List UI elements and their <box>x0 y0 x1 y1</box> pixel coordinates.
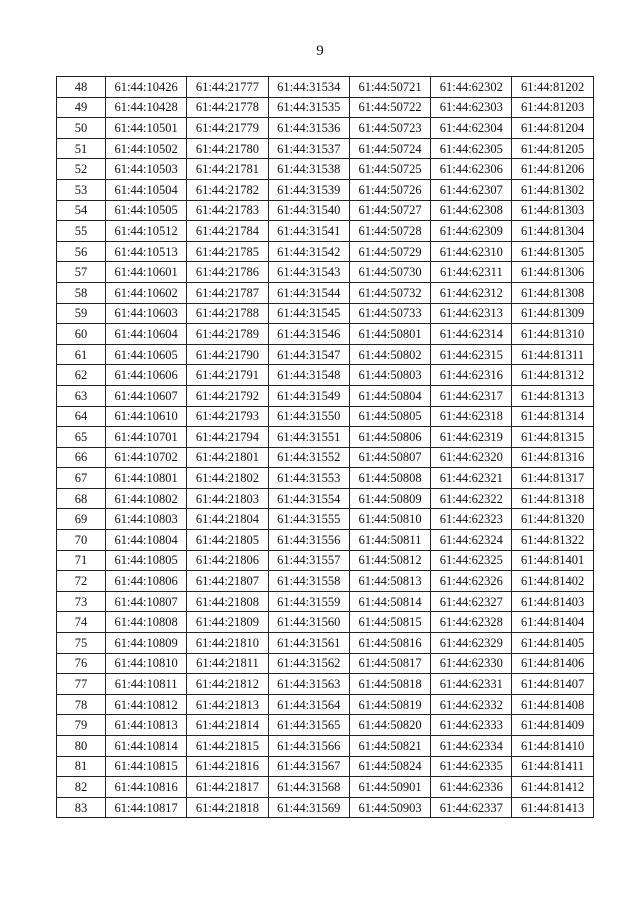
table-row <box>57 406 594 427</box>
row-number-cell: 53 <box>57 179 106 200</box>
cadastral-code-cell: 61:44:81322 <box>512 530 593 551</box>
row-number-cell: 78 <box>57 694 106 715</box>
cadastral-code-cell: 61:44:50903 <box>349 797 430 818</box>
cadastral-code-cell: 61:44:21785 <box>187 241 268 262</box>
row-number-cell: 62 <box>57 365 106 386</box>
cadastral-code-cell: 61:44:62333 <box>431 715 512 736</box>
cadastral-code-cell: 61:44:31559 <box>268 591 349 612</box>
cadastral-code-cell: 61:44:31545 <box>268 303 349 324</box>
cadastral-code-cell: 61:44:21817 <box>187 777 268 798</box>
cadastral-code-cell: 61:44:62304 <box>431 118 512 139</box>
cadastral-code-cell: 61:44:21803 <box>187 488 268 509</box>
cadastral-code-cell: 61:44:62334 <box>431 736 512 757</box>
row-number-cell: 66 <box>57 447 106 468</box>
cadastral-code-cell: 61:44:31540 <box>268 200 349 221</box>
cadastral-code-cell: 61:44:21779 <box>187 118 268 139</box>
row-number-cell: 59 <box>57 303 106 324</box>
cadastral-code-cell: 61:44:81403 <box>512 591 593 612</box>
cadastral-code-cell: 61:44:50821 <box>349 736 430 757</box>
cadastral-code-cell: 61:44:21810 <box>187 633 268 654</box>
table-row <box>57 365 594 386</box>
row-number-cell: 77 <box>57 674 106 695</box>
cadastral-code-cell: 61:44:50819 <box>349 694 430 715</box>
cadastral-code-cell: 61:44:50723 <box>349 118 430 139</box>
table-row <box>57 303 594 324</box>
row-number-cell: 74 <box>57 612 106 633</box>
cadastral-code-cell: 61:44:50808 <box>349 468 430 489</box>
row-number-cell: 55 <box>57 221 106 242</box>
row-number-cell: 80 <box>57 736 106 757</box>
cadastral-code-cell: 61:44:81314 <box>512 406 593 427</box>
cadastral-code-cell: 61:44:81413 <box>512 797 593 818</box>
cadastral-code-cell: 61:44:31538 <box>268 159 349 180</box>
cadastral-code-cell: 61:44:50809 <box>349 488 430 509</box>
row-number-cell: 76 <box>57 653 106 674</box>
cadastral-code-cell: 61:44:21784 <box>187 221 268 242</box>
cadastral-code-cell: 61:44:81312 <box>512 365 593 386</box>
cadastral-code-cell: 61:44:31558 <box>268 571 349 592</box>
cadastral-code-cell: 61:44:81202 <box>512 77 593 98</box>
cadastral-code-cell: 61:44:50813 <box>349 571 430 592</box>
cadastral-code-cell: 61:44:10813 <box>106 715 187 736</box>
cadastral-code-cell: 61:44:81309 <box>512 303 593 324</box>
table-row <box>57 653 594 674</box>
cadastral-code-cell: 61:44:81408 <box>512 694 593 715</box>
cadastral-code-cell: 61:44:81402 <box>512 571 593 592</box>
cadastral-code-cell: 61:44:81410 <box>512 736 593 757</box>
cadastral-code-cell: 61:44:31550 <box>268 406 349 427</box>
cadastral-code-cell: 61:44:31548 <box>268 365 349 386</box>
cadastral-code-cell: 61:44:10801 <box>106 468 187 489</box>
cadastral-code-cell: 61:44:31542 <box>268 241 349 262</box>
row-number-cell: 73 <box>57 591 106 612</box>
cadastral-code-cell: 61:44:10602 <box>106 282 187 303</box>
cadastral-code-cell: 61:44:81206 <box>512 159 593 180</box>
cadastral-code-cell: 61:44:31549 <box>268 385 349 406</box>
cadastral-code-cell: 61:44:62328 <box>431 612 512 633</box>
table-row <box>57 118 594 139</box>
cadastral-code-cell: 61:44:50811 <box>349 530 430 551</box>
cadastral-code-cell: 61:44:50801 <box>349 324 430 345</box>
cadastral-code-cell: 61:44:10604 <box>106 324 187 345</box>
cadastral-code-cell: 61:44:81305 <box>512 241 593 262</box>
cadastral-code-cell: 61:44:21802 <box>187 468 268 489</box>
cadastral-code-cell: 61:44:31543 <box>268 262 349 283</box>
cadastral-code-cell: 61:44:21790 <box>187 344 268 365</box>
cadastral-code-cell: 61:44:50802 <box>349 344 430 365</box>
cadastral-code-cell: 61:44:50727 <box>349 200 430 221</box>
row-number-cell: 70 <box>57 530 106 551</box>
cadastral-code-cell: 61:44:81412 <box>512 777 593 798</box>
cadastral-code-cell: 61:44:21786 <box>187 262 268 283</box>
table-row <box>57 756 594 777</box>
row-number-cell: 54 <box>57 200 106 221</box>
cadastral-code-cell: 61:44:31546 <box>268 324 349 345</box>
cadastral-code-cell: 61:44:31544 <box>268 282 349 303</box>
cadastral-code-cell: 61:44:50820 <box>349 715 430 736</box>
cadastral-code-cell: 61:44:31569 <box>268 797 349 818</box>
cadastral-code-cell: 61:44:31567 <box>268 756 349 777</box>
row-number-cell: 81 <box>57 756 106 777</box>
table-row <box>57 427 594 448</box>
cadastral-code-cell: 61:44:31563 <box>268 674 349 695</box>
row-number-cell: 83 <box>57 797 106 818</box>
cadastral-code-cell: 61:44:10815 <box>106 756 187 777</box>
cadastral-code-cell: 61:44:10428 <box>106 97 187 118</box>
table-row <box>57 715 594 736</box>
cadastral-code-cell: 61:44:81303 <box>512 200 593 221</box>
cadastral-code-cell: 61:44:31547 <box>268 344 349 365</box>
cadastral-code-cell: 61:44:31565 <box>268 715 349 736</box>
cadastral-code-table <box>56 76 594 818</box>
cadastral-code-cell: 61:44:31534 <box>268 77 349 98</box>
table-row <box>57 159 594 180</box>
table-row <box>57 550 594 571</box>
cadastral-code-cell: 61:44:81318 <box>512 488 593 509</box>
cadastral-code-cell: 61:44:21794 <box>187 427 268 448</box>
cadastral-code-cell: 61:44:81320 <box>512 509 593 530</box>
cadastral-code-cell: 61:44:50733 <box>349 303 430 324</box>
cadastral-code-cell: 61:44:62336 <box>431 777 512 798</box>
cadastral-code-cell: 61:44:21804 <box>187 509 268 530</box>
cadastral-code-cell: 61:44:50812 <box>349 550 430 571</box>
table-row <box>57 591 594 612</box>
cadastral-code-cell: 61:44:50806 <box>349 427 430 448</box>
cadastral-code-cell: 61:44:81304 <box>512 221 593 242</box>
cadastral-code-cell: 61:44:10426 <box>106 77 187 98</box>
cadastral-code-cell: 61:44:10503 <box>106 159 187 180</box>
cadastral-code-cell: 61:44:10601 <box>106 262 187 283</box>
cadastral-code-cell: 61:44:21805 <box>187 530 268 551</box>
cadastral-code-cell: 61:44:31555 <box>268 509 349 530</box>
cadastral-code-cell: 61:44:21813 <box>187 694 268 715</box>
cadastral-code-cell: 61:44:50815 <box>349 612 430 633</box>
cadastral-code-cell: 61:44:81316 <box>512 447 593 468</box>
cadastral-code-cell: 61:44:21778 <box>187 97 268 118</box>
table-row <box>57 262 594 283</box>
row-number-cell: 56 <box>57 241 106 262</box>
row-number-cell: 79 <box>57 715 106 736</box>
cadastral-code-cell: 61:44:62308 <box>431 200 512 221</box>
cadastral-code-cell: 61:44:81407 <box>512 674 593 695</box>
cadastral-code-cell: 61:44:10605 <box>106 344 187 365</box>
cadastral-code-cell: 61:44:62315 <box>431 344 512 365</box>
cadastral-code-cell: 61:44:62313 <box>431 303 512 324</box>
cadastral-code-cell: 61:44:81308 <box>512 282 593 303</box>
cadastral-code-cell: 61:44:50721 <box>349 77 430 98</box>
cadastral-code-cell: 61:44:50824 <box>349 756 430 777</box>
row-number-cell: 50 <box>57 118 106 139</box>
table-row <box>57 736 594 757</box>
table-row <box>57 344 594 365</box>
table-body <box>57 77 594 818</box>
table-row <box>57 179 594 200</box>
cadastral-code-cell: 61:44:10806 <box>106 571 187 592</box>
cadastral-code-cell: 61:44:50730 <box>349 262 430 283</box>
cadastral-code-cell: 61:44:21816 <box>187 756 268 777</box>
cadastral-code-cell: 61:44:31566 <box>268 736 349 757</box>
cadastral-code-cell: 61:44:50803 <box>349 365 430 386</box>
cadastral-code-cell: 61:44:21811 <box>187 653 268 674</box>
table-row <box>57 797 594 818</box>
cadastral-code-cell: 61:44:21815 <box>187 736 268 757</box>
cadastral-code-cell: 61:44:62330 <box>431 653 512 674</box>
cadastral-code-cell: 61:44:10513 <box>106 241 187 262</box>
cadastral-code-cell: 61:44:10803 <box>106 509 187 530</box>
cadastral-code-cell: 61:44:62306 <box>431 159 512 180</box>
row-number-cell: 82 <box>57 777 106 798</box>
cadastral-code-cell: 61:44:31553 <box>268 468 349 489</box>
cadastral-code-cell: 61:44:50729 <box>349 241 430 262</box>
table-row <box>57 97 594 118</box>
row-number-cell: 48 <box>57 77 106 98</box>
cadastral-code-cell: 61:44:10501 <box>106 118 187 139</box>
cadastral-code-cell: 61:44:50724 <box>349 138 430 159</box>
cadastral-code-cell: 61:44:62303 <box>431 97 512 118</box>
cadastral-code-cell: 61:44:81310 <box>512 324 593 345</box>
cadastral-code-cell: 61:44:81313 <box>512 385 593 406</box>
cadastral-code-cell: 61:44:10808 <box>106 612 187 633</box>
cadastral-code-cell: 61:44:81401 <box>512 550 593 571</box>
cadastral-code-cell: 61:44:62318 <box>431 406 512 427</box>
table-row <box>57 138 594 159</box>
row-number-cell: 63 <box>57 385 106 406</box>
cadastral-code-cell: 61:44:10804 <box>106 530 187 551</box>
cadastral-code-cell: 61:44:10610 <box>106 406 187 427</box>
cadastral-code-cell: 61:44:31554 <box>268 488 349 509</box>
table-row <box>57 633 594 654</box>
table-row <box>57 447 594 468</box>
cadastral-code-cell: 61:44:10603 <box>106 303 187 324</box>
cadastral-code-cell: 61:44:81204 <box>512 118 593 139</box>
cadastral-code-cell: 61:44:62322 <box>431 488 512 509</box>
cadastral-code-cell: 61:44:81205 <box>512 138 593 159</box>
cadastral-code-cell: 61:44:62317 <box>431 385 512 406</box>
row-number-cell: 61 <box>57 344 106 365</box>
cadastral-code-cell: 61:44:50805 <box>349 406 430 427</box>
cadastral-code-cell: 61:44:50810 <box>349 509 430 530</box>
cadastral-code-cell: 61:44:10504 <box>106 179 187 200</box>
cadastral-code-cell: 61:44:62319 <box>431 427 512 448</box>
cadastral-code-cell: 61:44:21782 <box>187 179 268 200</box>
row-number-cell: 52 <box>57 159 106 180</box>
cadastral-code-cell: 61:44:62321 <box>431 468 512 489</box>
cadastral-code-cell: 61:44:31562 <box>268 653 349 674</box>
cadastral-code-cell: 61:44:10502 <box>106 138 187 159</box>
cadastral-code-cell: 61:44:62326 <box>431 571 512 592</box>
cadastral-code-cell: 61:44:21787 <box>187 282 268 303</box>
cadastral-code-cell: 61:44:10512 <box>106 221 187 242</box>
cadastral-code-cell: 61:44:62309 <box>431 221 512 242</box>
row-number-cell: 49 <box>57 97 106 118</box>
cadastral-code-cell: 61:44:10817 <box>106 797 187 818</box>
row-number-cell: 57 <box>57 262 106 283</box>
cadastral-code-cell: 61:44:62310 <box>431 241 512 262</box>
cadastral-code-cell: 61:44:31556 <box>268 530 349 551</box>
cadastral-code-cell: 61:44:21801 <box>187 447 268 468</box>
cadastral-code-cell: 61:44:31535 <box>268 97 349 118</box>
table-row <box>57 324 594 345</box>
cadastral-code-cell: 61:44:50807 <box>349 447 430 468</box>
table-row <box>57 674 594 695</box>
cadastral-code-cell: 61:44:50732 <box>349 282 430 303</box>
cadastral-code-cell: 61:44:50817 <box>349 653 430 674</box>
cadastral-code-cell: 61:44:50901 <box>349 777 430 798</box>
table-row <box>57 612 594 633</box>
cadastral-code-cell: 61:44:10805 <box>106 550 187 571</box>
cadastral-code-cell: 61:44:10814 <box>106 736 187 757</box>
cadastral-code-cell: 61:44:62329 <box>431 633 512 654</box>
cadastral-code-cell: 61:44:62325 <box>431 550 512 571</box>
cadastral-code-cell: 61:44:21789 <box>187 324 268 345</box>
cadastral-code-cell: 61:44:50728 <box>349 221 430 242</box>
cadastral-code-cell: 61:44:10606 <box>106 365 187 386</box>
cadastral-code-cell: 61:44:21781 <box>187 159 268 180</box>
cadastral-code-cell: 61:44:21808 <box>187 591 268 612</box>
cadastral-code-cell: 61:44:21793 <box>187 406 268 427</box>
table-row <box>57 468 594 489</box>
cadastral-code-cell: 61:44:50722 <box>349 97 430 118</box>
cadastral-code-cell: 61:44:81315 <box>512 427 593 448</box>
cadastral-code-cell: 61:44:10810 <box>106 653 187 674</box>
cadastral-code-cell: 61:44:81203 <box>512 97 593 118</box>
row-number-cell: 75 <box>57 633 106 654</box>
cadastral-code-cell: 61:44:81411 <box>512 756 593 777</box>
cadastral-code-cell: 61:44:62331 <box>431 674 512 695</box>
cadastral-code-cell: 61:44:50725 <box>349 159 430 180</box>
cadastral-code-cell: 61:44:21788 <box>187 303 268 324</box>
cadastral-code-cell: 61:44:10505 <box>106 200 187 221</box>
cadastral-code-cell: 61:44:62324 <box>431 530 512 551</box>
cadastral-code-cell: 61:44:31539 <box>268 179 349 200</box>
row-number-cell: 67 <box>57 468 106 489</box>
cadastral-code-cell: 61:44:62312 <box>431 282 512 303</box>
cadastral-code-cell: 61:44:50818 <box>349 674 430 695</box>
cadastral-code-cell: 61:44:10809 <box>106 633 187 654</box>
cadastral-code-cell: 61:44:10701 <box>106 427 187 448</box>
cadastral-code-cell: 61:44:50726 <box>349 179 430 200</box>
table-row <box>57 385 594 406</box>
row-number-cell: 71 <box>57 550 106 571</box>
cadastral-code-cell: 61:44:21780 <box>187 138 268 159</box>
cadastral-code-cell: 61:44:21807 <box>187 571 268 592</box>
cadastral-code-cell: 61:44:62327 <box>431 591 512 612</box>
cadastral-code-cell: 61:44:62307 <box>431 179 512 200</box>
row-number-cell: 69 <box>57 509 106 530</box>
row-number-cell: 58 <box>57 282 106 303</box>
table-row <box>57 571 594 592</box>
cadastral-code-cell: 61:44:81302 <box>512 179 593 200</box>
cadastral-code-cell: 61:44:31564 <box>268 694 349 715</box>
table-row <box>57 282 594 303</box>
cadastral-code-cell: 61:44:31541 <box>268 221 349 242</box>
cadastral-code-cell: 61:44:21814 <box>187 715 268 736</box>
cadastral-code-cell: 61:44:10807 <box>106 591 187 612</box>
cadastral-code-cell: 61:44:10802 <box>106 488 187 509</box>
cadastral-code-cell: 61:44:10702 <box>106 447 187 468</box>
row-number-cell: 72 <box>57 571 106 592</box>
cadastral-code-cell: 61:44:21783 <box>187 200 268 221</box>
cadastral-code-cell: 61:44:21791 <box>187 365 268 386</box>
cadastral-code-cell: 61:44:62311 <box>431 262 512 283</box>
table-row <box>57 488 594 509</box>
cadastral-code-cell: 61:44:62305 <box>431 138 512 159</box>
table-row <box>57 77 594 98</box>
table-row <box>57 200 594 221</box>
cadastral-code-cell: 61:44:81317 <box>512 468 593 489</box>
cadastral-code-cell: 61:44:62323 <box>431 509 512 530</box>
cadastral-code-cell: 61:44:31560 <box>268 612 349 633</box>
cadastral-code-cell: 61:44:81409 <box>512 715 593 736</box>
cadastral-code-cell: 61:44:81406 <box>512 653 593 674</box>
cadastral-code-cell: 61:44:21809 <box>187 612 268 633</box>
cadastral-code-cell: 61:44:31552 <box>268 447 349 468</box>
cadastral-code-cell: 61:44:31561 <box>268 633 349 654</box>
cadastral-code-cell: 61:44:21806 <box>187 550 268 571</box>
cadastral-code-cell: 61:44:10812 <box>106 694 187 715</box>
cadastral-code-cell: 61:44:31537 <box>268 138 349 159</box>
cadastral-code-cell: 61:44:31536 <box>268 118 349 139</box>
cadastral-code-cell: 61:44:81306 <box>512 262 593 283</box>
cadastral-code-cell: 61:44:62332 <box>431 694 512 715</box>
cadastral-code-cell: 61:44:62316 <box>431 365 512 386</box>
table-row <box>57 530 594 551</box>
cadastral-code-cell: 61:44:31557 <box>268 550 349 571</box>
cadastral-code-cell: 61:44:62302 <box>431 77 512 98</box>
row-number-cell: 51 <box>57 138 106 159</box>
cadastral-code-cell: 61:44:31551 <box>268 427 349 448</box>
table-row <box>57 509 594 530</box>
cadastral-code-cell: 61:44:81404 <box>512 612 593 633</box>
cadastral-code-cell: 61:44:10811 <box>106 674 187 695</box>
cadastral-code-cell: 61:44:50816 <box>349 633 430 654</box>
table-row <box>57 221 594 242</box>
row-number-cell: 68 <box>57 488 106 509</box>
row-number-cell: 60 <box>57 324 106 345</box>
cadastral-code-cell: 61:44:62335 <box>431 756 512 777</box>
cadastral-code-cell: 61:44:50804 <box>349 385 430 406</box>
cadastral-code-cell: 61:44:62320 <box>431 447 512 468</box>
cadastral-code-cell: 61:44:21777 <box>187 77 268 98</box>
cadastral-code-cell: 61:44:81405 <box>512 633 593 654</box>
cadastral-code-cell: 61:44:62314 <box>431 324 512 345</box>
page-number: 9 <box>316 43 324 59</box>
row-number-cell: 64 <box>57 406 106 427</box>
cadastral-code-cell: 61:44:31568 <box>268 777 349 798</box>
cadastral-code-cell: 61:44:10816 <box>106 777 187 798</box>
table-row <box>57 777 594 798</box>
cadastral-code-cell: 61:44:62337 <box>431 797 512 818</box>
cadastral-code-cell: 61:44:21818 <box>187 797 268 818</box>
cadastral-code-cell: 61:44:21812 <box>187 674 268 695</box>
row-number-cell: 65 <box>57 427 106 448</box>
cadastral-code-cell: 61:44:50814 <box>349 591 430 612</box>
cadastral-code-cell: 61:44:21792 <box>187 385 268 406</box>
cadastral-code-cell: 61:44:81311 <box>512 344 593 365</box>
table-row <box>57 694 594 715</box>
cadastral-code-cell: 61:44:10607 <box>106 385 187 406</box>
table-row <box>57 241 594 262</box>
